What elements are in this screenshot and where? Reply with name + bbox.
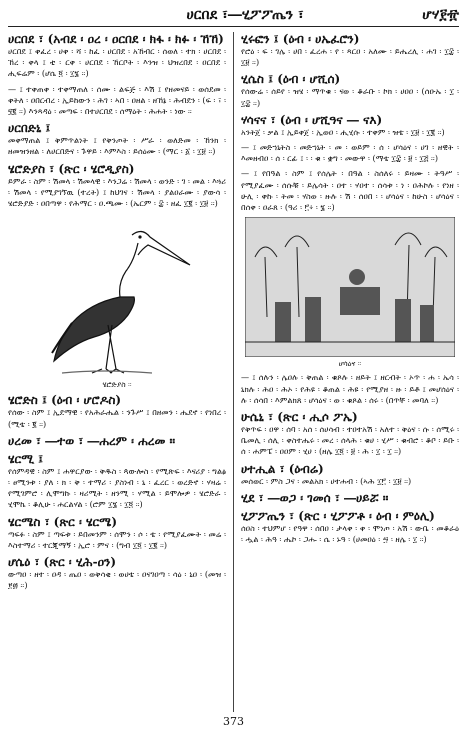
entry-headword: ሂፖፖጤን ፣ (ጽር ፡ ሂፖፖቶ ፡ ዕብ ፡ ምዕሊ) bbox=[241, 508, 435, 523]
entry-headword: ሂደ ፣ ―ወጋ ፡ ገመሰ ፣ ―ሀይሯ ። bbox=[241, 490, 389, 505]
entry-headword: ሂሩፎን ፤ (ዕብ ፡ ሀኤፈሮን) bbox=[241, 32, 360, 46]
entry-body: የሰውሬ ፡ ሰይየ ፡ ዝሄ ፡ ማጥቁ ፡ ናወ ፡ ቆራቡ ፡ ኮክ ፡ ሀዐዐ ፡ (ሰዑኡ ፡ ፲ ፡ ፲፰ ።) bbox=[241, 86, 459, 108]
running-header bbox=[8, 4, 459, 27]
header-right-label: ሆሃ፻፹ bbox=[422, 7, 459, 23]
entry bbox=[241, 509, 459, 545]
entry bbox=[8, 434, 226, 448]
entry-body: ይምራ ፡ ስም ፡ ሽመላ ፡ ሽመላዊ ፡ እንጋሬ ፡ ሽመላ ፡ ወንድ ፡ ገ ፡ መል ፡ እጓሪ ፡ ሽመላ ፡ የሚያገኘዉ (ተረት) ፤ ከህገና ፡ ሽመላ ፡ ያልዐራሙ ፡ ያውሳ ፡ ሄሮድያድ ፡ ዐበጣዋ ፡ የሕማር ፡ ዐ.ጫሙ ፡ (ኤርም ፡ ፰ ፡ ዘፈ ፲፪ ፡ ፲፱ ።) bbox=[8, 175, 226, 209]
palm-sunday-illustration bbox=[245, 217, 455, 357]
entry-headword: ሄርሜስ ፣ (ጽር ፡ ሄርሜ) bbox=[8, 514, 117, 529]
entry-headword: ሃሳናና ፣ (ዕብ ፡ ሆሺዓና ― ናእ) bbox=[241, 112, 383, 127]
entry-body: የቅጥፍ ፡ ዐዋ ፡ ሰባ ፡ አሰ ፡ ሰሀሳብ ፡ ተዐተአሽ ፡ አለተ ፡ ቅዕና ፡ ሱ ፡ ሰሚሩ ፡ ቤመሊ ፡ ሰሊ ፡ ቀስተሔሩ ፡ መረ ፡ ሰላሕ ፡ ቁሀ ፡ ሂሥ ፡ ቁብሮ ፡ ቆቦ ፡ ይቡ ፡ ሰ ፡ ሐምፔ ፡ ዐዐም ፡ ሂሀ ፡ (ዘሌ ፲፬ ፡ ፱ ፡ ሕ ፡ ፲ ፡ ፲ ።) bbox=[241, 424, 459, 457]
entry bbox=[8, 452, 226, 511]
entry-headword: ሄሮድያስ ፣ (ጽር ፡ ሄሮዲያስ) bbox=[8, 161, 135, 176]
figure-caption: ሆሳዕና ። bbox=[338, 359, 362, 369]
stork-illustration bbox=[42, 213, 192, 378]
entry bbox=[241, 168, 459, 213]
entry-body: ሀርበደ ፤ ቀፈረ ፡ ሀቀ ፡ ሻ ፡ ከፈ ፡ ሀርበደ ፡ አኸብር ፡ ሰወለ ፡ ተክ ፡ ሀርበደ ፡ ኸረ ፡ ቀላ ፤ ቲ ፡ ርቀ ፡ ሀርበደ ፡ ኸርቦት ፡ እንዝ ፡ ህዝረበደ ፡ ዐርበደ ፡ ሒፍሬም ፡ (ሆሴ ፬ ፡ ፲፮ ።) bbox=[8, 46, 226, 79]
entry bbox=[241, 491, 459, 505]
entry-headword: ሀርበድኒ ፤ bbox=[8, 121, 51, 136]
entry bbox=[241, 462, 459, 487]
entry-body: መቀማጠል ፤ ቅምጥልነት ፤ የቅንጦት ፡ ሥራ ፡ ወለድመ ፡ ኸንክ ፡ ዘመዝንዘል ፡ ለሀርበድና ፡ ጉዋይ ፡ እምእስ ፡ ይሰዕሙ ፡ (ማር ፡ ፩ ፡ ፲፱ ።) bbox=[8, 135, 226, 157]
entry bbox=[8, 393, 226, 429]
figure-caption: ሄሮድያስ ። bbox=[102, 380, 132, 390]
header-center-title: ሀርበደ ፣―ሂፖፖጤን ፣ bbox=[186, 7, 304, 23]
entry bbox=[8, 121, 226, 157]
entry-body: ሰዐስ ፡ ተህምሆ ፡ የዓዋ ፡ ሰበዐ ፡ ታላቀ ፡ ቀ ፡ ሞነጦ ፡ አሽ ፡ ውቤ ፡ መቆራዕ ፡ ሗል ፡ ሕዓ ፡ ሔኮ ፡ ጋሑ ፡ ሴ ፡ ኑዓ ፡ (ሀመዐዕ ፡ ፵ ፡ ዘሌ ፡ ፲ ።) bbox=[241, 522, 459, 545]
entry bbox=[241, 142, 459, 164]
entry-body: — ፤ ተቀጠቀ ፡ ተቀማጠለ ፡ ሰሙ ፡ ልፍጅ ፡ እሽ ፤ የዘመናይ ፡ ወሰደመ ፡ ቀትለ ፡ ዐበርብረ ፡ ኢይከውን ፡ ሕገ ፡ ኣበ ፡ ዐዘል ፡ ዘኸኔ ፡ ሕብደን ፡ (ፍ ፡ ፣ ፡ ፶፪ ።) እንጻዳዕ ፡ መጣፍ ፡ በተሀርበደ ፡ ሰማዕት ፡ ሕሐት ፡ ነው ። bbox=[8, 83, 226, 117]
entry bbox=[8, 84, 226, 118]
entry-headword: ሂሴስ ፤ (ዕብ ፡ ሆሺሰ) bbox=[241, 72, 341, 87]
entry-body: — ፤ ሰሉን ፡ ሌዐሉ ፡ ቅጠል ፡ ቁጾሉ ፡ ዘይት ፤ ዘርብት ፡ ኦጥ ፡ ሐ ፡ ኤሳ ፡ ኒክሉ ፡ ሕዐ ፡ ሕኦ ፡ የሕዩ ፡ ቆጠል ፡ ሕዩ ፡ የሚያዘ ፡ ዙ ፡ ይቶ ፤ መሆሰዕና ፡ ሉ ፡ ሰሳበ ፡ እምልክጸ ፡ ሆሳዕና ፡ ወ ፡ ቁጾል ፡ ሰሩ ፡ (በጥቸ ፡ መባለ ።) bbox=[241, 372, 459, 405]
entry-body: አንትጀ ፡ ቃል ፤ ኢይቀጀ ፡ ኢወዐ ፡ ሒሂሱ ፡ ተቀም ፡ ዝቴ ፡ ፲፱ ፡ ፲፪ ።) bbox=[241, 126, 445, 137]
entry bbox=[8, 555, 226, 591]
entry bbox=[241, 372, 459, 406]
entry-body: — ፤ መድኀኒትስ ፡ መድኀኒት ፡ መ ፡ ወይም ፡ ሰ ፡ ሆሳዕና ፡ ሀገ ፡ ዘዊት ፡ እመዘብዐ ፡ ሰ ፡ ርፊ ፤ ፡ ፡ ቁ ፡ ቋግ ፡ መውዋ ፡ (ማቴ ፲፰ ፡ ፱ ፡ ፲፭ ።) bbox=[241, 142, 459, 164]
entry-body: ውጣዐ ፡ ዘተ ፡ ዐዳ ፡ ጤዐ ፡ ወቅሳቂ ፡ ወሀቴ ፡ ዐናገዐጣ ፡ ሳዕ ፡ ኒዐ ፡ (መዝ ፡ ፻፴ ።) bbox=[8, 569, 226, 591]
page-number: 373 bbox=[223, 715, 244, 728]
left-column bbox=[8, 32, 226, 595]
entry-headword: ሁሴኒ ፣ (ጽር ፡ ሒሶ ፖኤ) bbox=[241, 410, 358, 425]
entry-body: — ፤ የበዓል ፡ ስም ፤ የሰሌት ፡ በዓል ፡ ስሰለሩ ፡ ይዛሙ ፡ ትዓሥ ፡ የሚያፈሙ ፡ ሰሱቹ ፡ ይሌሳት ፡ ዐተ ፡ ሃዐተ ፡ ሰሳቱ ፡ ነ ፡ ዐሕኮሉ ፡ የነዘ ፡ ሁሊ ፡ ቀኩ ፡ ትመ ፡ ሃስወ ፡ ዙሉ ፡ ሽ ፡ ሰዐበ ፡ ፡ ሆሳዕና ፡ ከሁስ ፡ ሆሳዕና ፡ በሰቀ ፡ ዐራጸ ፡ (ዓሪ ፡ ፫፥ ፡ ፮ ።) bbox=[241, 168, 459, 213]
entry-body: ጣፍፉ ፡ ስም ፤ ጣፍቱ ፡ ይበመንም ፡ ሰሞን ፡ ሶ ፡ ቴ ፡ የሚያፈሙት ፡ መሬ ፡ እስተማሪ ፡ ተርጂማኝ ፡ ኢሮ ፡ ምና ፡ (ግብ ፲፬ ፡ ፲፪ ።) bbox=[8, 528, 226, 550]
entry-headword: ሀተሒል ፣ (ዕብሬ) bbox=[241, 461, 324, 476]
entry bbox=[241, 32, 459, 68]
right-column bbox=[241, 32, 459, 549]
stork-figure bbox=[8, 213, 226, 390]
entry bbox=[8, 515, 226, 551]
entry-body: የሰምዳዊ ፡ ስም ፤ ሐዋርያው ፡ ቅዱስ ፡ ጳውሎስ ፡ የሚጽፍ ፡ እናሪያ ፡ ግልፅ ፡ ፀሚንቱ ፡ ያለ ፡ ክ ፡ ቅ ፡ ተማሪ ፡ ያስነብ ፡ ኒ ፡ ፈረር ፡ ወረድኖ ፡ ሃዛሬ ፡ የሚገምሮ ፡ ሊሞግኩ ፡ ዛሪሚት ፡ ዘንሚ ፡ ሃሚል ፡ ይሞሎዎ ፡ ሄሮድራ ፡ ሂሞኬ ፡ ቆሊሁ ፡ ሐርልሃል ፡ (ሮም ፲፮ ፡ ፲፬ ።) bbox=[8, 465, 226, 510]
entry-body: የሮዕ ፡ ፍ ፡ ገሌ ፡ ሀበ ፡ ፈረሐ ፡ የ ፡ ጻርዐ ፡ አለሙ ፡ ይሔረሊ ፡ ሐገ ፡ ፲፰ ፡ ፲፱ ።) bbox=[241, 46, 459, 68]
entry-body: መሰወር ፡ ምስ ጋና ፡ መልአክ ፡ ሀተሐብ ፡ (ኣሕ ፲፫ ፡ ፲፱ ።) bbox=[241, 475, 412, 486]
column-divider bbox=[233, 32, 234, 712]
entry-headword: ሀርበደ ፣ (አብደ ፡ ዐረ ፡ ዐርበደ ፡ ክፋ ፡ ክፉ ፡ ኸኸ) bbox=[8, 32, 224, 46]
entry bbox=[241, 72, 459, 108]
palm-sunday-figure bbox=[241, 217, 459, 369]
entry bbox=[241, 410, 459, 458]
entry bbox=[8, 32, 226, 80]
entry-headword: ሆሴዕ ፣ (ጽር ፡ ሂሕ-ዐን) bbox=[8, 555, 117, 570]
entry-body: የሰው ፡ ስም ፤ ኢደማዊ ፡ የአሕራሔል ፡ ንጉሥ ፤ በዘመን ፡ ሔደኖ ፡ የነበረ ፡ (ሚቴ ፡ ፪ ።) bbox=[8, 407, 226, 429]
entry-headword: ሄርሚ ፤ bbox=[8, 451, 44, 466]
entry-headword: ሀረመ ፣ ―ተወ ፣ ―ሐረም ፡ ሐረመ ። bbox=[8, 433, 176, 448]
entry-headword: ሄሮድስ ፤ (ዕብ ፡ ሆሮዶስ) bbox=[8, 393, 122, 408]
entry bbox=[8, 162, 226, 210]
entry bbox=[241, 113, 459, 138]
